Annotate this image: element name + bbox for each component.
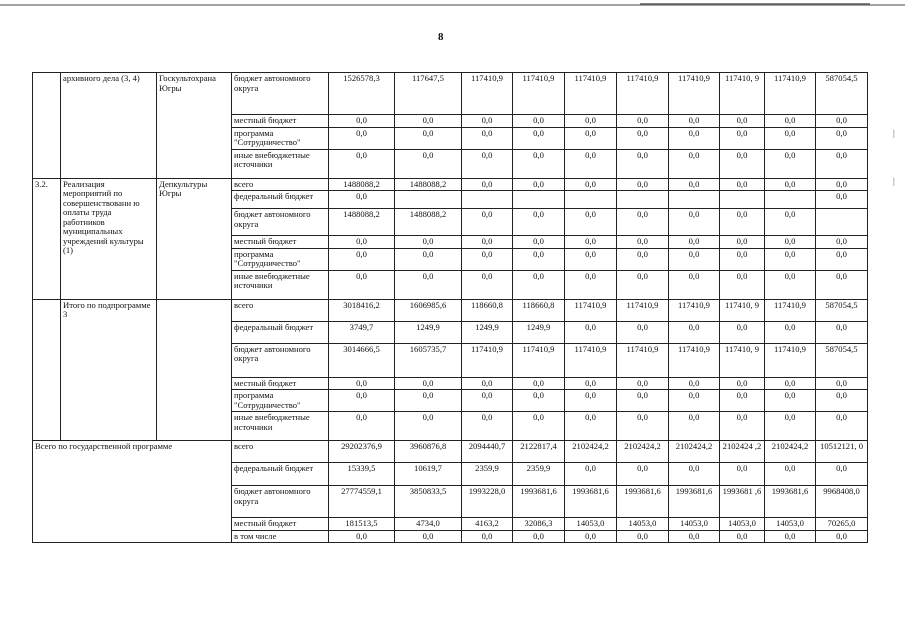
executor [157, 299, 232, 441]
value-cell: 0,0 [765, 390, 816, 412]
value-cell: 0,0 [816, 115, 868, 128]
value-cell: 0,0 [565, 377, 617, 390]
value-cell: 0,0 [617, 412, 669, 441]
value-cell [617, 191, 669, 209]
table-row [33, 178, 868, 191]
table-row [33, 73, 868, 115]
value-cell [765, 191, 816, 209]
value-cell: 0,0 [816, 530, 868, 543]
value-cell: 10619,7 [395, 463, 462, 486]
value-cell: 117410, 9 [720, 73, 765, 115]
value-cell: 0,0 [669, 236, 720, 249]
funding-source: иные внебюджетные источники [232, 270, 329, 299]
value-cell: 0,0 [720, 127, 765, 149]
funding-source: в том числе [232, 530, 329, 543]
value-cell: 0,0 [565, 115, 617, 128]
value-cell: 0,0 [513, 209, 565, 236]
value-cell: 117410,9 [513, 343, 565, 377]
funding-source: местный бюджет [232, 518, 329, 531]
value-cell: 0,0 [617, 236, 669, 249]
value-cell: 0,0 [765, 530, 816, 543]
row-number [33, 73, 61, 179]
value-cell: 1993681 ,6 [720, 486, 765, 518]
value-cell: 0,0 [513, 377, 565, 390]
value-cell: 0,0 [462, 530, 513, 543]
value-cell: 0,0 [669, 390, 720, 412]
value-cell: 0,0 [329, 149, 395, 178]
value-cell: 0,0 [765, 149, 816, 178]
funding-source: федеральный бюджет [232, 321, 329, 343]
value-cell: 0,0 [669, 321, 720, 343]
funding-source: бюджет автономного округа [232, 343, 329, 377]
value-cell: 3850833,5 [395, 486, 462, 518]
value-cell: 181513,5 [329, 518, 395, 531]
value-cell: 0,0 [462, 248, 513, 270]
value-cell: 0,0 [720, 321, 765, 343]
value-cell: 117410,9 [565, 299, 617, 321]
value-cell [462, 191, 513, 209]
value-cell: 27774559,1 [329, 486, 395, 518]
value-cell: 0,0 [462, 377, 513, 390]
value-cell: 117410,9 [617, 299, 669, 321]
value-cell: 10512121, 0 [816, 441, 868, 463]
activity-name: архивного дела (3, 4) [61, 73, 157, 179]
value-cell: 0,0 [513, 236, 565, 249]
value-cell: 0,0 [720, 236, 765, 249]
funding-source: всего [232, 178, 329, 191]
value-cell: 2122817,4 [513, 441, 565, 463]
scan-artifact: | [893, 128, 895, 138]
value-cell: 0,0 [669, 463, 720, 486]
value-cell: 117410,9 [462, 343, 513, 377]
value-cell: 0,0 [513, 530, 565, 543]
funding-source: программа "Сотрудничество" [232, 390, 329, 412]
value-cell: 0,0 [669, 248, 720, 270]
value-cell: 0,0 [669, 115, 720, 128]
value-cell: 14053,0 [669, 518, 720, 531]
value-cell: 0,0 [765, 178, 816, 191]
value-cell: 117410,9 [565, 73, 617, 115]
value-cell: 14053,0 [765, 518, 816, 531]
value-cell: 1605735,7 [395, 343, 462, 377]
value-cell: 0,0 [617, 463, 669, 486]
table-row [33, 441, 868, 463]
funding-source: федеральный бюджет [232, 191, 329, 209]
value-cell: 0,0 [395, 127, 462, 149]
value-cell: 0,0 [816, 412, 868, 441]
value-cell: 0,0 [720, 115, 765, 128]
row-number [33, 299, 61, 441]
value-cell: 0,0 [617, 377, 669, 390]
value-cell: 0,0 [669, 209, 720, 236]
value-cell: 1606985,6 [395, 299, 462, 321]
value-cell: 0,0 [462, 236, 513, 249]
value-cell: 0,0 [669, 127, 720, 149]
value-cell: 0,0 [395, 390, 462, 412]
value-cell: 0,0 [329, 530, 395, 543]
executor: Госкультохрана Югры [157, 73, 232, 179]
value-cell: 70265,0 [816, 518, 868, 531]
funding-source: иные внебюджетные источники [232, 412, 329, 441]
value-cell: 14053,0 [565, 518, 617, 531]
value-cell: 14053,0 [720, 518, 765, 531]
value-cell: 3014666,5 [329, 343, 395, 377]
value-cell: 2359,9 [513, 463, 565, 486]
value-cell: 0,0 [617, 127, 669, 149]
value-cell: 0,0 [720, 377, 765, 390]
value-cell: 2359,9 [462, 463, 513, 486]
value-cell: 0,0 [816, 463, 868, 486]
value-cell: 0,0 [565, 149, 617, 178]
value-cell: 1249,9 [462, 321, 513, 343]
value-cell: 118660,8 [513, 299, 565, 321]
value-cell: 117410,9 [765, 73, 816, 115]
value-cell: 0,0 [765, 377, 816, 390]
value-cell: 0,0 [329, 127, 395, 149]
value-cell: 587054,5 [816, 73, 868, 115]
value-cell: 0,0 [617, 248, 669, 270]
value-cell: 0,0 [816, 321, 868, 343]
value-cell: 0,0 [816, 390, 868, 412]
value-cell: 0,0 [513, 115, 565, 128]
value-cell: 3018416,2 [329, 299, 395, 321]
value-cell [395, 191, 462, 209]
value-cell: 0,0 [329, 236, 395, 249]
value-cell: 0,0 [513, 270, 565, 299]
value-cell [720, 191, 765, 209]
value-cell: 1993681,6 [513, 486, 565, 518]
value-cell: 32086,3 [513, 518, 565, 531]
value-cell: 1993681,6 [617, 486, 669, 518]
value-cell: 0,0 [765, 236, 816, 249]
value-cell: 2102424,2 [565, 441, 617, 463]
value-cell: 0,0 [765, 412, 816, 441]
value-cell: 0,0 [720, 209, 765, 236]
value-cell: 0,0 [565, 178, 617, 191]
value-cell: 29202376,9 [329, 441, 395, 463]
value-cell: 0,0 [669, 530, 720, 543]
funding-source: бюджет автономного округа [232, 209, 329, 236]
value-cell: 0,0 [617, 149, 669, 178]
funding-source: программа "Сотрудничество" [232, 248, 329, 270]
value-cell: 0,0 [669, 178, 720, 191]
value-cell: 0,0 [462, 115, 513, 128]
value-cell: 0,0 [329, 377, 395, 390]
funding-source: всего [232, 441, 329, 463]
activity-name: Итого по подпрограмме 3 [61, 299, 157, 441]
funding-source: федеральный бюджет [232, 463, 329, 486]
scan-artifact: | [893, 176, 895, 186]
value-cell: 0,0 [816, 127, 868, 149]
value-cell: 15339,5 [329, 463, 395, 486]
value-cell: 0,0 [462, 149, 513, 178]
value-cell: 587054,5 [816, 343, 868, 377]
value-cell: 0,0 [765, 321, 816, 343]
value-cell: 0,0 [565, 270, 617, 299]
value-cell [565, 191, 617, 209]
value-cell: 0,0 [765, 115, 816, 128]
value-cell: 117647,5 [395, 73, 462, 115]
value-cell: 117410, 9 [720, 343, 765, 377]
value-cell: 0,0 [816, 270, 868, 299]
value-cell: 0,0 [395, 248, 462, 270]
value-cell: 0,0 [720, 149, 765, 178]
value-cell: 0,0 [565, 390, 617, 412]
value-cell: 0,0 [565, 412, 617, 441]
value-cell: 117410,9 [513, 73, 565, 115]
value-cell: 0,0 [565, 248, 617, 270]
row-number: 3.2. [33, 178, 61, 299]
value-cell: 0,0 [720, 412, 765, 441]
value-cell: 117410,9 [462, 73, 513, 115]
scan-edge-line [640, 3, 870, 5]
value-cell: 1526578,3 [329, 73, 395, 115]
value-cell: 0,0 [513, 178, 565, 191]
value-cell: 1993681,6 [669, 486, 720, 518]
value-cell: 1993681,6 [765, 486, 816, 518]
value-cell: 0,0 [329, 390, 395, 412]
value-cell: 117410,9 [669, 73, 720, 115]
value-cell: 0,0 [329, 270, 395, 299]
value-cell: 117410, 9 [720, 299, 765, 321]
value-cell: 0,0 [669, 149, 720, 178]
value-cell: 0,0 [329, 115, 395, 128]
program-funding-table [32, 72, 868, 543]
value-cell: 1488088,2 [395, 209, 462, 236]
value-cell: 0,0 [816, 178, 868, 191]
value-cell: 0,0 [816, 248, 868, 270]
value-cell: 0,0 [617, 209, 669, 236]
value-cell: 0,0 [765, 209, 816, 236]
funding-source: местный бюджет [232, 115, 329, 128]
value-cell: 0,0 [565, 530, 617, 543]
funding-source: иные внебюджетные источники [232, 149, 329, 178]
value-cell: 0,0 [395, 530, 462, 543]
value-cell: 0,0 [816, 149, 868, 178]
value-cell: 0,0 [765, 248, 816, 270]
value-cell: 0,0 [765, 127, 816, 149]
value-cell: 2102424 ,2 [720, 441, 765, 463]
value-cell: 0,0 [816, 236, 868, 249]
value-cell: 3749,7 [329, 321, 395, 343]
value-cell: 2102424,2 [669, 441, 720, 463]
value-cell: 9968408,0 [816, 486, 868, 518]
value-cell: 587054,5 [816, 299, 868, 321]
value-cell: 2094440,7 [462, 441, 513, 463]
value-cell: 0,0 [462, 209, 513, 236]
value-cell: 0,0 [765, 463, 816, 486]
value-cell: 0,0 [816, 377, 868, 390]
value-cell: 1488088,2 [329, 178, 395, 191]
value-cell: 0,0 [669, 412, 720, 441]
funding-source: бюджет автономного округа [232, 73, 329, 115]
value-cell: 0,0 [669, 377, 720, 390]
value-cell [513, 191, 565, 209]
value-cell: 4163,2 [462, 518, 513, 531]
value-cell: 0,0 [565, 236, 617, 249]
value-cell: 117410,9 [669, 299, 720, 321]
value-cell: 0,0 [462, 390, 513, 412]
value-cell: 0,0 [513, 248, 565, 270]
value-cell: 1488088,2 [329, 209, 395, 236]
value-cell: 0,0 [816, 191, 868, 209]
value-cell: 118660,8 [462, 299, 513, 321]
value-cell: 0,0 [720, 530, 765, 543]
value-cell: 0,0 [720, 390, 765, 412]
value-cell: 0,0 [513, 390, 565, 412]
value-cell: 117410,9 [765, 299, 816, 321]
value-cell: 0,0 [395, 236, 462, 249]
executor: Депкультуры Югры [157, 178, 232, 299]
value-cell: 117410,9 [669, 343, 720, 377]
value-cell: 0,0 [617, 115, 669, 128]
value-cell: 0,0 [720, 248, 765, 270]
value-cell [669, 191, 720, 209]
value-cell: 0,0 [395, 149, 462, 178]
funding-source: местный бюджет [232, 236, 329, 249]
page-number: 8 [438, 31, 444, 43]
value-cell: 0,0 [329, 412, 395, 441]
value-cell: 0,0 [513, 412, 565, 441]
value-cell: 1249,9 [395, 321, 462, 343]
value-cell: 0,0 [617, 178, 669, 191]
table-row [33, 299, 868, 321]
value-cell: 117410,9 [617, 73, 669, 115]
value-cell: 1249,9 [513, 321, 565, 343]
value-cell: 0,0 [617, 390, 669, 412]
value-cell: 0,0 [565, 463, 617, 486]
value-cell: 0,0 [395, 115, 462, 128]
value-cell: 0,0 [565, 127, 617, 149]
value-cell: 117410,9 [565, 343, 617, 377]
value-cell: 4734,0 [395, 518, 462, 531]
value-cell: 2102424,2 [765, 441, 816, 463]
value-cell: 0,0 [395, 412, 462, 441]
value-cell: 0,0 [720, 178, 765, 191]
value-cell: 117410,9 [617, 343, 669, 377]
activity-name: Реализация мероприятий по совершенствовани ю оплаты труда работников муниципальных учреждений культуры (1) [61, 178, 157, 299]
value-cell: 0,0 [462, 270, 513, 299]
value-cell: 0,0 [513, 149, 565, 178]
value-cell: 0,0 [765, 270, 816, 299]
value-cell: 0,0 [617, 321, 669, 343]
value-cell: 3960876,8 [395, 441, 462, 463]
value-cell: 1993681,6 [565, 486, 617, 518]
value-cell: 0,0 [462, 178, 513, 191]
value-cell: 1488088,2 [395, 178, 462, 191]
value-cell: 14053,0 [617, 518, 669, 531]
value-cell [816, 209, 868, 236]
value-cell: 0,0 [565, 321, 617, 343]
value-cell: 117410,9 [765, 343, 816, 377]
value-cell: 0,0 [329, 248, 395, 270]
value-cell: 1993228,0 [462, 486, 513, 518]
funding-source: всего [232, 299, 329, 321]
value-cell: 0,0 [720, 270, 765, 299]
value-cell: 0,0 [462, 412, 513, 441]
value-cell: 0,0 [617, 530, 669, 543]
value-cell: 0,0 [462, 127, 513, 149]
funding-source: программа "Сотрудничество" [232, 127, 329, 149]
value-cell: 0,0 [669, 270, 720, 299]
value-cell: 2102424,2 [617, 441, 669, 463]
value-cell: 0,0 [395, 377, 462, 390]
funding-source: бюджет автономного округа [232, 486, 329, 518]
value-cell: 0,0 [617, 270, 669, 299]
value-cell: 0,0 [565, 209, 617, 236]
value-cell: 0,0 [395, 270, 462, 299]
value-cell: 0,0 [720, 463, 765, 486]
value-cell: 0,0 [513, 127, 565, 149]
row-group-label: Всего по государственной программе [33, 441, 232, 543]
funding-source: местный бюджет [232, 377, 329, 390]
value-cell: 0,0 [329, 191, 395, 209]
